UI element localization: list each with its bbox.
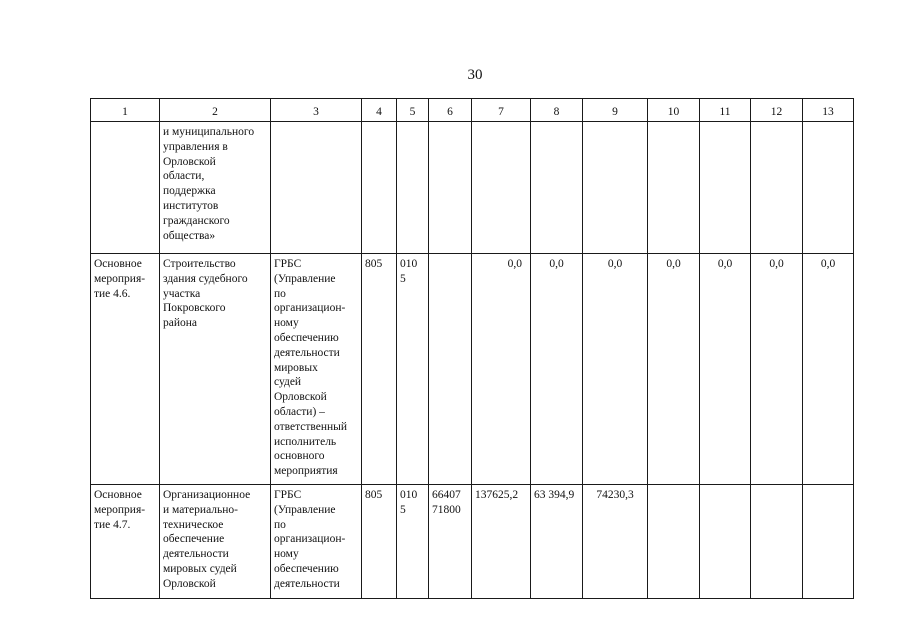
code-cell: 805: [362, 254, 397, 485]
event-name-cell: Организационное и материально- техническое обеспечение деятельности мировых судей Орловской: [160, 485, 271, 599]
row-label-cell: Основное мероприя- тие 4.6.: [91, 254, 160, 485]
header-cell: 6: [429, 99, 472, 122]
value-cell: [583, 122, 648, 254]
value-cell: [700, 122, 751, 254]
value-cell: 137625,2: [472, 485, 531, 599]
value-cell: 0,0: [531, 254, 583, 485]
code-cell: 805: [362, 485, 397, 599]
responsible-cell: ГРБС (Управление по организацион- ному обеспечению деятельности: [271, 485, 362, 599]
table-row: [91, 122, 854, 254]
value-cell: [803, 122, 854, 254]
value-cell: 0,0: [583, 254, 648, 485]
table-row: [91, 254, 854, 485]
value-cell: [751, 122, 803, 254]
header-cell: 5: [397, 99, 429, 122]
header-cell: 12: [751, 99, 803, 122]
event-name-cell: Строительство здания судебного участка Покровского района: [160, 254, 271, 485]
responsible-cell: [271, 122, 362, 254]
header-cell: 11: [700, 99, 751, 122]
header-cell: 3: [271, 99, 362, 122]
header-cell: 10: [648, 99, 700, 122]
section-cell: [397, 122, 429, 254]
table-header-row: [91, 99, 854, 122]
value-cell: 0,0: [472, 254, 531, 485]
row-label-cell: [91, 122, 160, 254]
page-number: 30: [467, 67, 483, 83]
header-cell: 7: [472, 99, 531, 122]
row-label-cell: Основное мероприя- тие 4.7.: [91, 485, 160, 599]
header-cell: 1: [91, 99, 160, 122]
value-cell: [803, 485, 854, 599]
header-cell: 4: [362, 99, 397, 122]
header-cell: 8: [531, 99, 583, 122]
budget-table: [90, 98, 854, 599]
value-cell: 63 394,9: [531, 485, 583, 599]
value-cell: [648, 485, 700, 599]
value-cell: [648, 122, 700, 254]
value-cell: 74230,3: [583, 485, 648, 599]
header-cell: 13: [803, 99, 854, 122]
value-cell: [472, 122, 531, 254]
section-cell: 010 5: [397, 254, 429, 485]
value-cell: 0,0: [803, 254, 854, 485]
value-cell: 0,0: [700, 254, 751, 485]
event-name-cell: и муниципального управления в Орловской области, поддержка институтов гражданского общества»: [160, 122, 271, 254]
value-cell: 0,0: [751, 254, 803, 485]
header-cell: 2: [160, 99, 271, 122]
target-cell: 66407 71800: [429, 485, 472, 599]
value-cell: 0,0: [648, 254, 700, 485]
target-cell: [429, 254, 472, 485]
responsible-cell: ГРБС (Управление по организацион- ному обеспечению деятельности мировых судей Орловской области) – ответственный исполнитель основного мероприятия: [271, 254, 362, 485]
value-cell: [531, 122, 583, 254]
target-cell: [429, 122, 472, 254]
value-cell: [700, 485, 751, 599]
code-cell: [362, 122, 397, 254]
header-cell: 9: [583, 99, 648, 122]
value-cell: [751, 485, 803, 599]
section-cell: 010 5: [397, 485, 429, 599]
table-row: [91, 485, 854, 599]
